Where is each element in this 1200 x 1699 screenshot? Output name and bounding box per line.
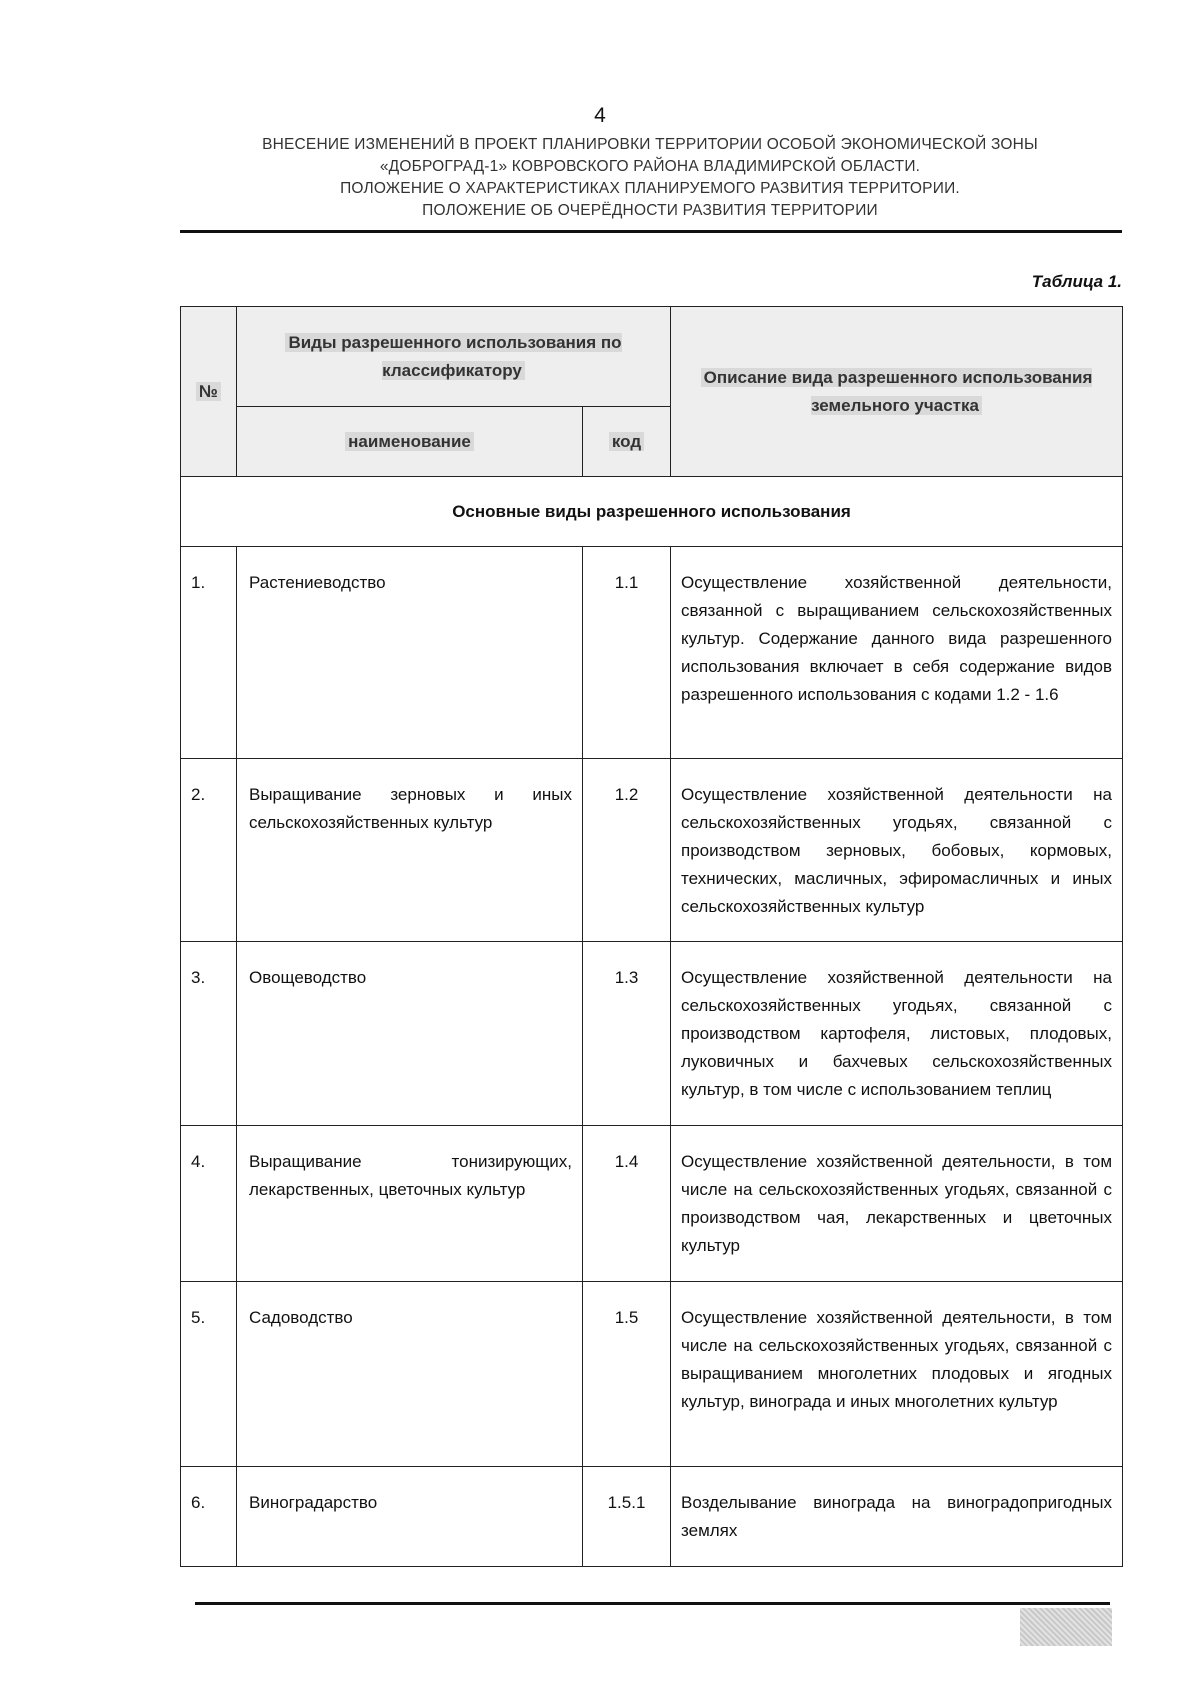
header-code-cell [583, 407, 671, 477]
row-code: 1.1 [583, 547, 671, 759]
row-name: Овощеводство [237, 942, 583, 1126]
footer-stamp-mark [1020, 1608, 1112, 1646]
table-row [181, 1282, 1123, 1467]
land-use-table [180, 306, 1123, 1567]
row-code: 1.5.1 [583, 1467, 671, 1567]
header-name-cell [237, 407, 583, 477]
row-description: Осуществление хозяйственной деятельности, в том числе на сельскохозяйственных угодьях, связанной с производством чая, лекарственных и цветочных культур [671, 1126, 1123, 1282]
row-name: Выращивание зерновых и иных сельскохозяйственных культур [237, 759, 583, 942]
table-row [181, 942, 1123, 1126]
document-header [180, 134, 1120, 222]
table-row [181, 1126, 1123, 1282]
header-line: «ДОБРОГРАД-1» КОВРОВСКОГО РАЙОНА ВЛАДИМИРСКОЙ ОБЛАСТИ. [379, 158, 921, 175]
row-name: Виноградарство [237, 1467, 583, 1567]
row-number: 4. [181, 1126, 237, 1282]
section-title: Основные виды разрешенного использования [181, 477, 1123, 547]
header-number-cell [181, 307, 237, 477]
header-description: Описание вида разрешенного использования земельного участка [701, 368, 1093, 415]
row-number: 6. [181, 1467, 237, 1567]
header-code: код [609, 432, 644, 451]
row-code: 1.2 [583, 759, 671, 942]
header-line: ВНЕСЕНИЕ ИЗМЕНЕНИЙ В ПРОЕКТ ПЛАНИРОВКИ ТЕРРИТОРИИ ОСОБОЙ ЭКОНОМИЧЕСКОЙ ЗОНЫ [262, 136, 1038, 153]
table-row [181, 547, 1123, 759]
table-row [181, 759, 1123, 942]
row-number: 1. [181, 547, 237, 759]
table-header-row [181, 307, 1123, 407]
header-divider [180, 230, 1122, 233]
page-number: 4 [594, 104, 606, 127]
header-types-group-cell [237, 307, 671, 407]
footer-divider [195, 1602, 1110, 1605]
header-number: № [196, 382, 221, 401]
header-description-cell [671, 307, 1123, 477]
section-row [181, 477, 1123, 547]
row-code: 1.3 [583, 942, 671, 1126]
row-number: 2. [181, 759, 237, 942]
table-row [181, 1467, 1123, 1567]
table-caption: Таблица 1. [1031, 272, 1122, 291]
row-number: 5. [181, 1282, 237, 1467]
header-line: ПОЛОЖЕНИЕ ОБ ОЧЕРЁДНОСТИ РАЗВИТИЯ ТЕРРИТОРИИ [422, 202, 878, 219]
row-number: 3. [181, 942, 237, 1126]
row-description: Осуществление хозяйственной деятельности на сельскохозяйственных угодьях, связанной с производством зерновых, бобовых, кормовых, технических, масличных, эфиромасличных и иных сельскохозяйственных культур [671, 759, 1123, 942]
header-types-group: Виды разрешенного использования по классификатору [285, 333, 621, 380]
row-description: Осуществление хозяйственной деятельности, связанной с выращиванием сельскохозяйственных культур. Содержание данного вида разрешенного использования включает в себя содержание видов разрешенного использования с кодами 1.2 - 1.6 [671, 547, 1123, 759]
row-name: Растениеводство [237, 547, 583, 759]
row-name: Садоводство [237, 1282, 583, 1467]
row-code: 1.5 [583, 1282, 671, 1467]
header-name: наименование [345, 432, 474, 451]
row-description: Осуществление хозяйственной деятельности, в том числе на сельскохозяйственных угодьях, связанной с выращиванием многолетних плодовых и ягодных культур, винограда и иных многолетних культур [671, 1282, 1123, 1467]
row-description: Осуществление хозяйственной деятельности на сельскохозяйственных угодьях, связанной с производством картофеля, листовых, плодовых, луковичных и бахчевых сельскохозяйственных культур, в том числе с использованием теплиц [671, 942, 1123, 1126]
row-name: Выращивание тонизирующих, лекарственных, цветочных культур [237, 1126, 583, 1282]
row-code: 1.4 [583, 1126, 671, 1282]
header-line: ПОЛОЖЕНИЕ О ХАРАКТЕРИСТИКАХ ПЛАНИРУЕМОГО РАЗВИТИЯ ТЕРРИТОРИИ. [340, 180, 960, 197]
row-description: Возделывание винограда на виноградопригодных землях [671, 1467, 1123, 1567]
